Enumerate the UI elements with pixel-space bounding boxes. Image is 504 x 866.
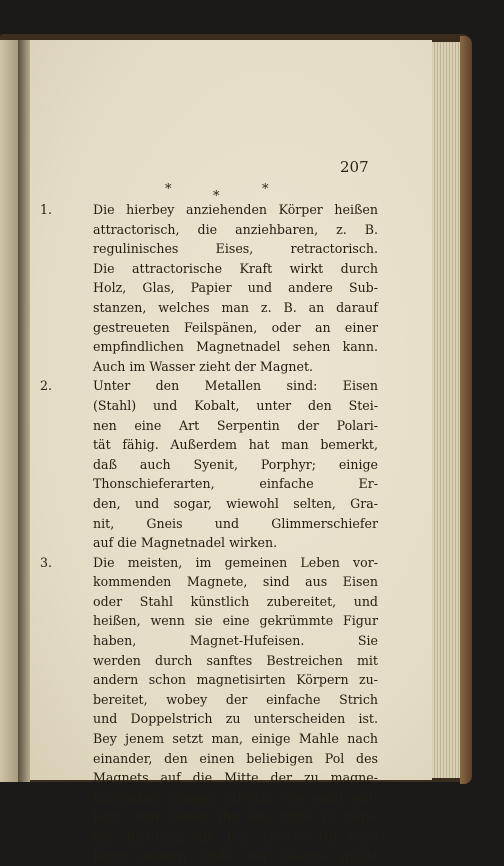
text-line-content: andern schon magnetisirten Körpern zu- [93,672,378,688]
text-line-content: einander, den einen beliebigen Pol des [93,750,378,766]
text-line-content: attractorisch, die anziehbaren, z. B. [93,221,378,237]
text-line-content: regulinisches Eises, retractorisch. [93,241,378,257]
text-line-content: stanzen, welches man z. B. an darauf [93,299,378,315]
text-line-content: empfindlichen Magnetnadel sehen kann. [93,339,378,355]
text-line-content: und Doppelstrich zu unterscheiden ist. [93,711,378,727]
ornament-star: * [213,189,220,204]
text-line [66,768,378,788]
text-line [66,474,378,494]
text-line [40,200,378,220]
text-line-content: Die attractorische Kraft wirkt durch [93,260,378,276]
text-line-content: werden durch sanftes Bestreichen mit [93,652,378,668]
text-line [66,416,378,436]
text-line [66,788,378,808]
text-line [66,396,378,416]
text-line [66,337,378,357]
text-line [66,611,378,631]
text-line-content: Auch im Wasser zieht der Magnet. [93,358,314,374]
text-line-content: beym andern Ende der Stange grade [93,848,378,864]
ornament-star: * [262,182,269,197]
text-line [66,690,378,710]
page-edges [432,42,462,778]
text-line-content: Magnets auf die Mitte der zu magne- [93,770,378,786]
text-line [40,376,378,396]
paragraph-number: 2. [40,378,53,394]
text-line [66,709,378,729]
text-line [40,553,378,573]
text-line-content: auf die Magnetnadel wirken. [93,535,278,551]
text-line [66,807,378,827]
text-line-content: bereitet, wobey der einfache Strich [93,691,378,707]
text-line-content: haben, Magnet-Hufeisen. Sie [93,633,378,649]
text-line [66,435,378,455]
text-line [66,651,378,671]
text-line [66,749,378,769]
paragraph-number: 1. [40,202,53,217]
text-line-content: den, und sogar, wiewohl selten, Gra- [93,495,378,511]
text-line-content: heißen, wenn sie eine gekrümmte Figur [93,613,378,629]
text-line [66,455,378,475]
text-line [66,827,378,847]
book-gutter [18,40,30,782]
text-line [66,670,378,690]
text-line-content: (Stahl) und Kobalt, unter den Stei- [93,397,378,413]
text-line-content: der Richtung ab. Der zweyte Pol wird [93,829,378,844]
text-line [66,592,378,612]
text-line [66,514,378,534]
text-line-content: kommenden Magnete, sind aus Eisen [93,574,378,590]
text-line-content: tät fähig. Außerdem hat man bemerkt, [93,437,378,453]
text-line [66,533,378,553]
text-line [66,494,378,514]
text-line-content: Die hierbey anziehenden Körper heißen [93,202,378,217]
text-line-content: lang, und ziehet ihn am Ende in gera- [93,809,378,825]
text-line-content: daß auch Syenit, Porphyr; einige [93,456,378,472]
text-line-content: Holz, Glas, Papier und andere Sub- [93,280,378,296]
text-line [66,631,378,651]
book-page [30,40,432,864]
text-line-content: nit, Gneis und Glimmerschiefer [93,515,378,531]
text-line-content: nen eine Art Serpentin der Polari- [93,417,378,433]
page-number: 207 [340,158,369,176]
left-page-edge [0,40,19,782]
text-line-content: gestreueten Feilspänen, oder an einer [93,319,378,335]
text-line [66,278,378,298]
text-line [66,847,378,866]
text-line [66,259,378,279]
text-line [66,239,378,259]
text-line [66,220,378,240]
text-line-content: Unter den Metallen sind: Eisen [93,378,378,394]
text-line [66,572,378,592]
text-line-content: oder Stahl künstlich zubereitet, und [93,593,378,609]
paragraph-number: 3. [40,554,53,570]
text-line-content: tisirenden Stange, streicht sie sanft ent- [93,789,378,805]
text-line-content: Thonschieferarten, einfache Er- [93,476,378,492]
body-text [40,200,378,866]
text-line [66,298,378,318]
ornament-star: * [165,182,172,197]
text-line [66,318,378,338]
text-line [66,357,378,377]
text-line-content: Die meisten, im gemeinen Leben vor- [93,554,378,570]
cover-edge [460,36,472,784]
text-line-content: Bey jenem setzt man, einige Mahle nach [93,731,378,747]
text-line [66,729,378,749]
